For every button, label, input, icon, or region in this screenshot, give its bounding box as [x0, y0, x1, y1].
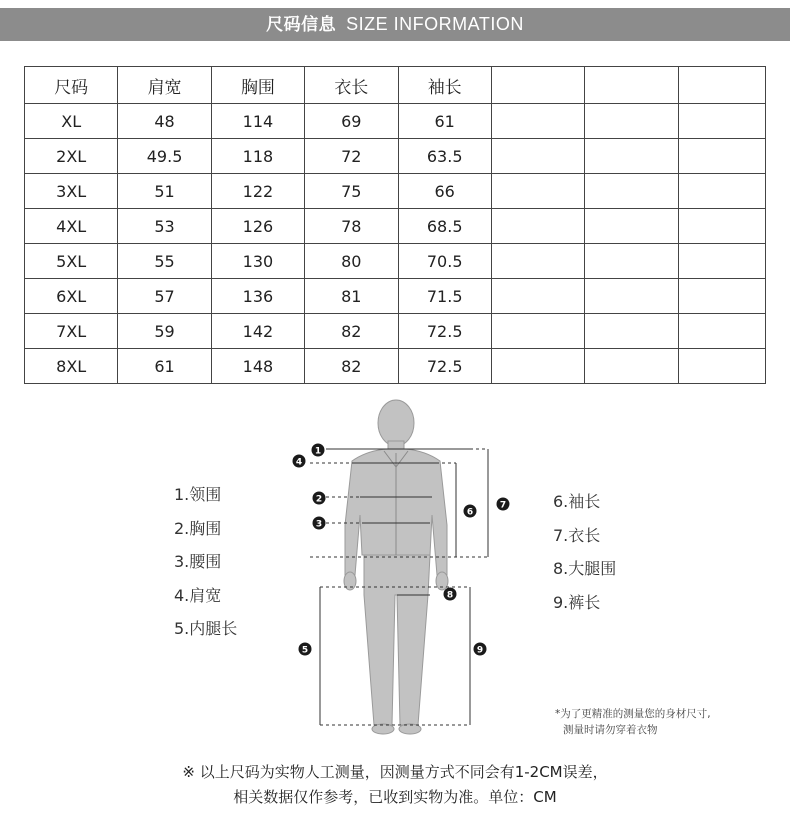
cell-length: 80: [305, 244, 398, 279]
cell-empty: [585, 244, 678, 279]
cell-shoulder: 51: [118, 174, 211, 209]
cell-chest: 118: [211, 139, 304, 174]
banner-title-cn: 尺码信息: [266, 15, 337, 35]
cell-empty: [491, 314, 584, 349]
cell-sleeve: 71.5: [398, 279, 491, 314]
cell-empty: [491, 139, 584, 174]
banner-title-en: SIZE INFORMATION: [346, 14, 524, 34]
footer-line: ※ 以上尺码为实物人工测量，因测量方式不同会有1-2CM误差，: [182, 763, 608, 781]
cell-empty: [678, 244, 765, 279]
cell-empty: [678, 279, 765, 314]
marker-9: [474, 643, 487, 656]
cell-size: 5XL: [25, 244, 118, 279]
svg-text:2: 2: [315, 494, 323, 505]
legend-item: 4.肩宽: [174, 585, 222, 605]
table-row: [25, 314, 766, 349]
cell-shoulder: 59: [118, 314, 211, 349]
cell-shoulder: 57: [118, 279, 211, 314]
cell-empty: [585, 279, 678, 314]
cell-shoulder: 48: [118, 104, 211, 139]
table-row: [25, 139, 766, 174]
cell-empty: [585, 349, 678, 384]
svg-text:7: 7: [499, 500, 507, 511]
table-row: [25, 209, 766, 244]
legend-item: 2.胸围: [174, 518, 222, 538]
cell-empty: [585, 314, 678, 349]
cell-size: 8XL: [25, 349, 118, 384]
legend-item: 3.腰围: [174, 552, 222, 571]
cell-empty: [491, 174, 584, 209]
cell-size: 7XL: [25, 314, 118, 349]
footer-line: 相关数据仅作参考，已收到实物为准。单位：CM: [233, 788, 557, 806]
marker-5: [299, 643, 312, 656]
svg-text:5: 5: [301, 645, 309, 656]
cell-empty: [585, 174, 678, 209]
cell-empty: [678, 349, 765, 384]
legend-item: 1.领围: [174, 485, 222, 504]
footer-disclaimer: [0, 760, 790, 810]
cell-empty: [585, 139, 678, 174]
marker-7: [497, 498, 510, 511]
cell-size: 2XL: [25, 139, 118, 174]
svg-text:9: 9: [476, 645, 484, 656]
cell-empty: [491, 104, 584, 139]
header-size: 尺码: [25, 67, 118, 104]
header-sleeve: 袖长: [398, 67, 491, 104]
cell-size: 3XL: [25, 174, 118, 209]
cell-empty: [491, 244, 584, 279]
svg-text:6: 6: [466, 507, 474, 518]
cell-size: 6XL: [25, 279, 118, 314]
cell-empty: [491, 279, 584, 314]
legend-item: 7.衣长: [553, 525, 601, 545]
legend-left: [174, 478, 237, 646]
cell-length: 81: [305, 279, 398, 314]
header-length: 衣长: [305, 67, 398, 104]
cell-shoulder: 61: [118, 349, 211, 384]
cell-sleeve: 66: [398, 174, 491, 209]
marker-8: [444, 588, 457, 601]
cell-empty: [678, 314, 765, 349]
note-line: 测量时请勿穿着衣物: [563, 724, 658, 736]
header-empty: [491, 67, 584, 104]
legend-item: 6.袖长: [553, 492, 601, 511]
cell-length: 82: [305, 349, 398, 384]
table-header-row: [25, 67, 766, 104]
header-empty: [585, 67, 678, 104]
header-empty: [678, 67, 765, 104]
cell-sleeve: 72.5: [398, 314, 491, 349]
cell-size: XL: [25, 104, 118, 139]
cell-chest: 114: [211, 104, 304, 139]
section-banner: [0, 8, 790, 41]
svg-text:1: 1: [314, 446, 322, 457]
cell-chest: 142: [211, 314, 304, 349]
cell-chest: 136: [211, 279, 304, 314]
cell-sleeve: 70.5: [398, 244, 491, 279]
marker-6: [464, 505, 477, 518]
cell-length: 75: [305, 174, 398, 209]
cell-size: 4XL: [25, 209, 118, 244]
cell-empty: [678, 209, 765, 244]
table-row: [25, 104, 766, 139]
cell-empty: [678, 174, 765, 209]
cell-length: 72: [305, 139, 398, 174]
cell-shoulder: 53: [118, 209, 211, 244]
header-shoulder: 肩宽: [118, 67, 211, 104]
body-measurement-diagram: [0, 395, 790, 740]
legend-item: 9.裤长: [553, 592, 601, 612]
table-row: [25, 174, 766, 209]
cell-empty: [678, 139, 765, 174]
measurement-note: [555, 706, 711, 738]
cell-empty: [585, 209, 678, 244]
svg-text:3: 3: [315, 519, 323, 530]
legend-item: 8.大腿围: [553, 559, 617, 578]
size-table: [24, 66, 766, 384]
cell-empty: [678, 104, 765, 139]
legend-right: [553, 485, 616, 619]
marker-4: [293, 455, 306, 468]
table-row: [25, 349, 766, 384]
marker-3: [313, 517, 326, 530]
cell-shoulder: 49.5: [118, 139, 211, 174]
body-silhouette: [344, 400, 448, 734]
marker-1: [312, 444, 325, 457]
svg-text:4: 4: [295, 457, 303, 468]
cell-sleeve: 72.5: [398, 349, 491, 384]
cell-shoulder: 55: [118, 244, 211, 279]
svg-text:8: 8: [446, 590, 454, 601]
cell-empty: [491, 349, 584, 384]
cell-chest: 130: [211, 244, 304, 279]
marker-2: [313, 492, 326, 505]
cell-chest: 148: [211, 349, 304, 384]
note-line: *为了更精准的测量您的身材尺寸,: [555, 708, 711, 720]
cell-empty: [491, 209, 584, 244]
table-row: [25, 279, 766, 314]
cell-length: 69: [305, 104, 398, 139]
cell-length: 78: [305, 209, 398, 244]
cell-chest: 126: [211, 209, 304, 244]
cell-sleeve: 61: [398, 104, 491, 139]
table-row: [25, 244, 766, 279]
legend-item: 5.内腿长: [174, 619, 238, 638]
cell-sleeve: 63.5: [398, 139, 491, 174]
cell-chest: 122: [211, 174, 304, 209]
header-chest: 胸围: [211, 67, 304, 104]
cell-sleeve: 68.5: [398, 209, 491, 244]
cell-length: 82: [305, 314, 398, 349]
cell-empty: [585, 104, 678, 139]
